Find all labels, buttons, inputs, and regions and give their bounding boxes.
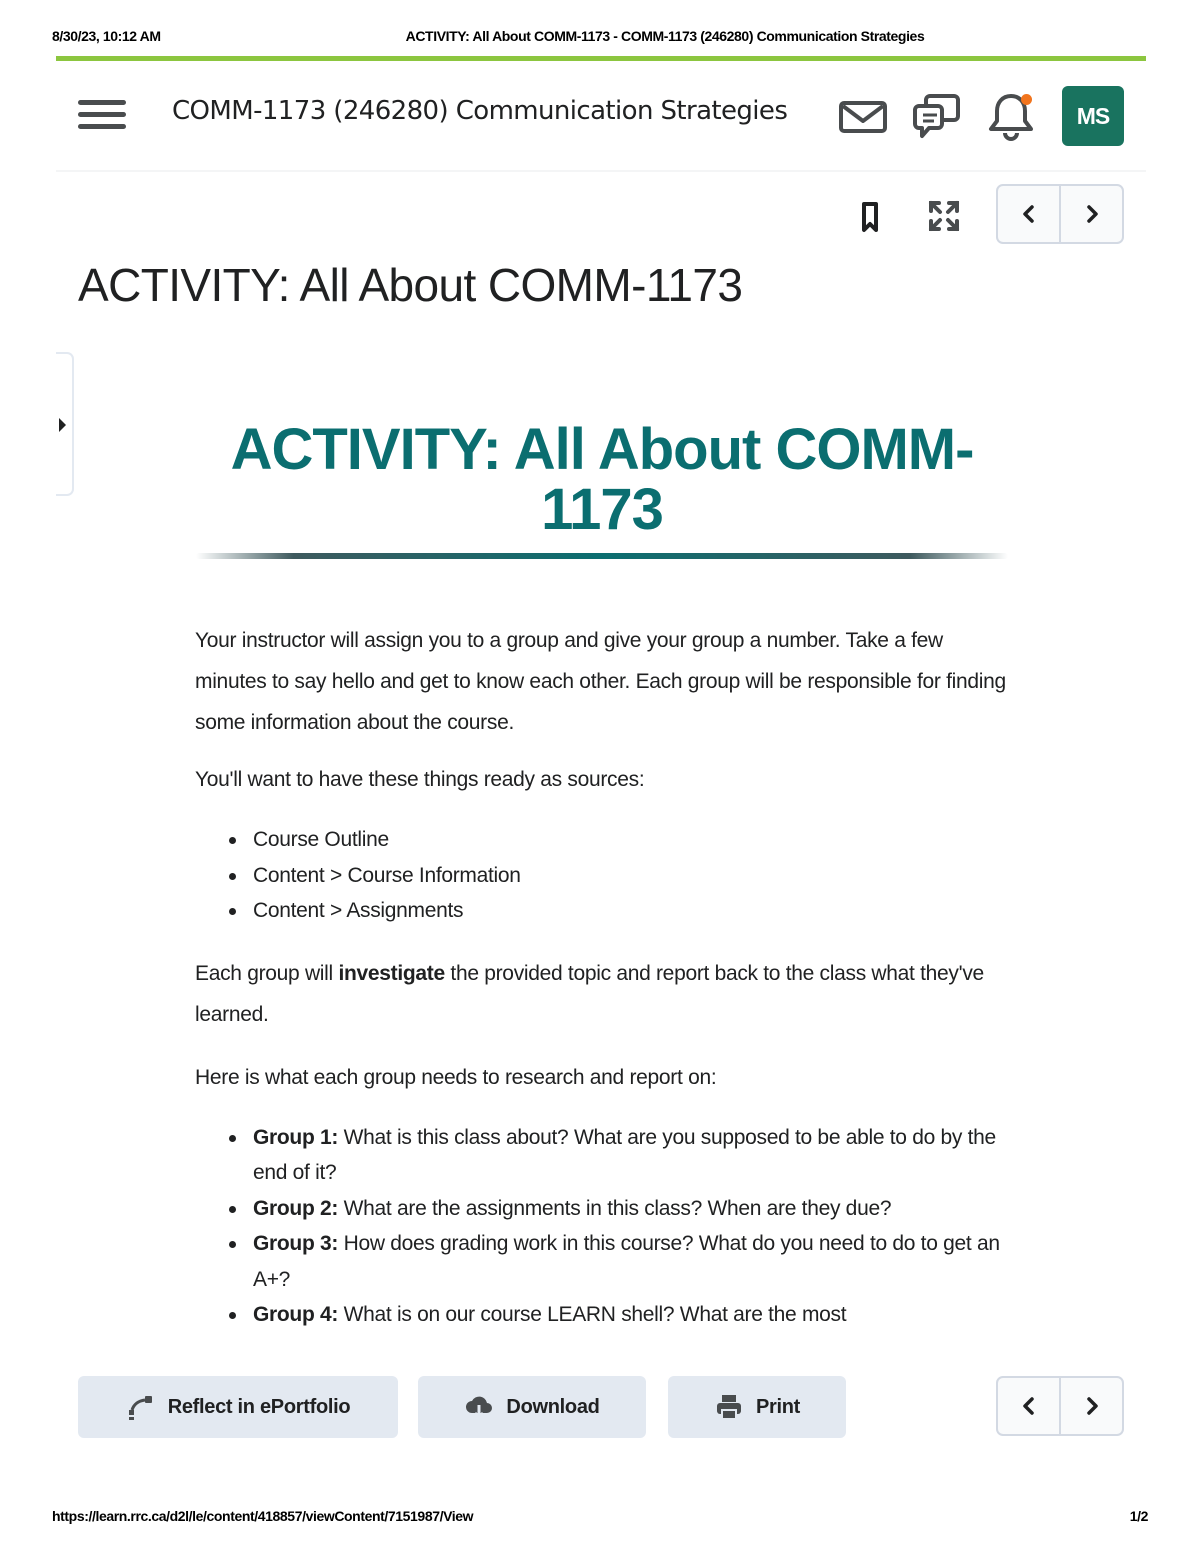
top-navbar [56,62,1146,172]
print-footer [52,1508,1148,1526]
scroll-clip [0,1340,1200,1370]
download-button[interactable] [418,1376,646,1438]
investigate-emphasis: investigate [338,961,445,985]
content-body [195,620,1010,1333]
content-heading: ACTIVITY: All About COMM-1173 [230,417,974,542]
download-label: Download [506,1395,600,1418]
print-button[interactable] [668,1376,846,1438]
list-item [253,1226,1010,1297]
mail-icon[interactable] [836,90,890,142]
group-question: What are the assignments in this class? When are they due? [338,1196,892,1220]
side-panel-toggle[interactable] [56,352,74,496]
cloud-download-icon [464,1392,494,1422]
page-number: 1/2 [1129,1508,1148,1524]
reflect-label: Reflect in ePortfolio [167,1395,351,1418]
group-question: What is on our course LEARN shell? What are the most [338,1303,847,1326]
page-title: ACTIVITY: All About COMM-1173 [78,259,743,311]
caret-right-icon [59,418,66,432]
group-label: Group 2: [253,1196,339,1220]
groups-list [195,1120,1010,1333]
investigate-text-before: Each group will [195,961,339,985]
intro-paragraph: Your instructor will assign you to a group and give your group a number. Take a few minutes to say hello and get to know each other. Each group will be responsible for finding some information about the course. [195,629,1006,734]
page-url: https://learn.rrc.ca/d2l/le/content/418857/viewContent/7151987/View [52,1508,474,1524]
group-question: What is this class about? What are you supposed to be able to do by the end of it? [253,1125,996,1184]
chevron-left-icon[interactable] [998,186,1059,242]
group-question: How does grading work in this course? What do you need to do to get an A+? [253,1232,1000,1291]
bell-icon[interactable] [984,90,1038,142]
bookmark-icon[interactable] [850,196,890,236]
list-item [253,1120,1010,1191]
topic-pager-top [996,184,1124,244]
reflect-eportfolio-button[interactable] [78,1376,398,1438]
brand-bar [56,56,1146,61]
print-datetime: 8/30/23, 10:12 AM [52,28,161,44]
chat-icon[interactable] [910,90,964,142]
print-label: Print [755,1395,801,1418]
list-item: Content > Assignments [253,893,1010,929]
notification-dot [1021,94,1032,105]
list-item: Content > Course Information [253,858,1010,894]
chevron-right-icon[interactable] [1059,1378,1122,1434]
fullscreen-icon[interactable] [924,196,964,236]
printer-icon [714,1392,744,1422]
print-document-title: ACTIVITY: All About COMM-1173 - COMM-1173 (246280) Communication Strategies [405,28,925,44]
research-lead: Here is what each group needs to research and report on: [195,1065,717,1089]
group-label: Group 4: [253,1303,339,1326]
menu-icon[interactable] [78,100,126,132]
list-item: Course Outline [253,822,1010,858]
eportfolio-icon [126,1392,156,1422]
group-label: Group 3: [253,1232,339,1255]
chevron-left-icon[interactable] [998,1378,1059,1434]
chevron-right-icon[interactable] [1059,186,1122,242]
course-title[interactable]: COMM-1173 (246280) Communication Strategies [172,96,788,126]
investigate-text-after: the provided topic and report back to the class what they've learned. [195,961,984,1026]
avatar[interactable]: MS [1062,86,1124,146]
topic-pager-bottom [996,1376,1124,1436]
investigate-paragraph [195,953,1010,1035]
list-item [253,1191,1010,1227]
sources-list [195,822,1010,929]
print-header [52,28,1148,48]
sources-lead: You'll want to have these things ready as sources: [195,768,645,791]
heading-divider [196,553,1008,559]
list-item [253,1297,1010,1333]
group-label: Group 1: [253,1125,339,1149]
